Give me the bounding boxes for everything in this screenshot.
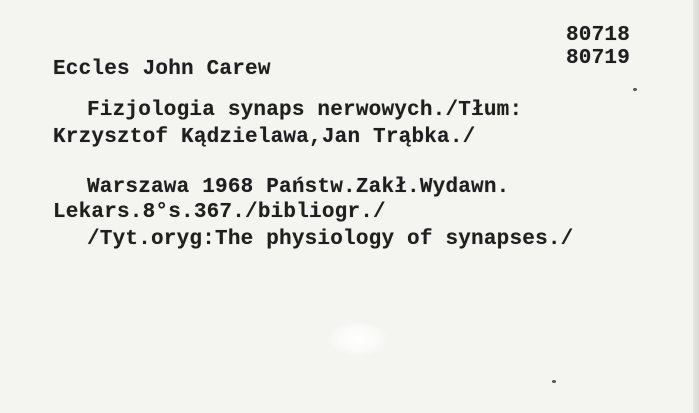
author-heading: Eccles John Carew [53, 58, 271, 81]
ink-speck [633, 88, 637, 91]
title-line-1: Fizjologia synaps nerwowych./Tłum: [87, 99, 523, 122]
paper-smudge [328, 322, 388, 356]
ink-speck [552, 380, 556, 383]
imprint-line-3: /Tyt.oryg:The physiology of synapses./ [87, 228, 574, 251]
title-line-2: Krzysztof Kądzielawa,Jan Trąbka./ [53, 126, 476, 149]
imprint-line-2: Lekars.8°s.367./bibliogr./ [53, 201, 386, 224]
call-number-2: 80719 [566, 47, 631, 70]
imprint-line-1: Warszawa 1968 Państw.Zakł.Wydawn. [87, 176, 510, 199]
call-number-1: 80718 [566, 24, 631, 47]
